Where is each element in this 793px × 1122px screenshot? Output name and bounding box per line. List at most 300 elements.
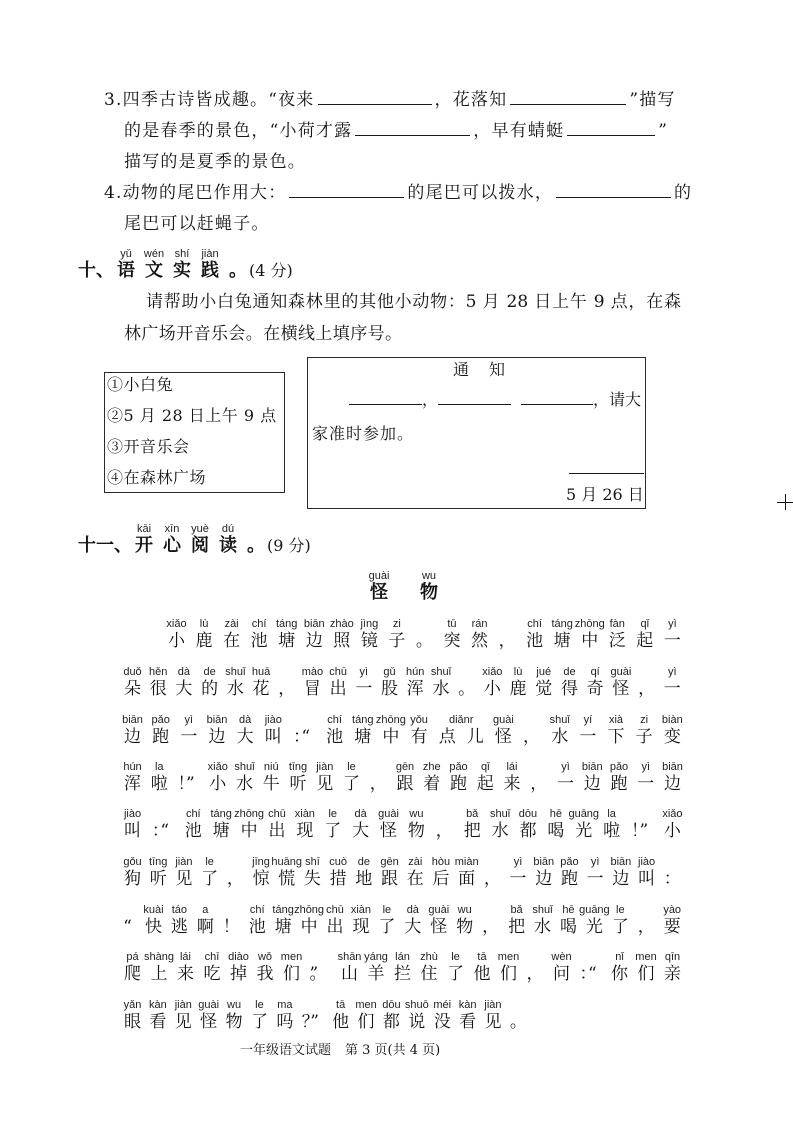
reading-punctuation <box>302 1012 324 1032</box>
pinyin: shuō <box>404 999 429 1011</box>
reading-char <box>288 761 308 794</box>
pinyin: men <box>280 951 303 963</box>
reading-char <box>607 714 625 747</box>
hanzi: 了 <box>324 821 342 841</box>
hanzi: 践 <box>201 260 219 281</box>
answer-blank <box>349 391 422 405</box>
reading-char <box>251 666 271 699</box>
pinyin: gēn <box>395 761 415 773</box>
answer-blank <box>289 183 404 198</box>
hanzi: ！” <box>631 821 640 841</box>
hanzi: 啦 <box>603 821 621 841</box>
reading-char <box>636 618 654 651</box>
reading-char <box>635 714 653 747</box>
pinyin: xiǎo <box>166 618 187 630</box>
reading-title <box>368 570 470 603</box>
hanzi: ， <box>435 821 453 841</box>
hanzi: 怪 <box>200 1012 218 1032</box>
options-list <box>107 369 284 493</box>
reading-char <box>149 999 167 1032</box>
hanzi: 冒 <box>303 679 321 699</box>
hanzi: 眼 <box>124 1012 141 1032</box>
hanzi: 花 <box>252 679 270 699</box>
reading-char <box>574 618 605 651</box>
hanzi: 池 <box>248 917 266 937</box>
reading-line <box>123 808 683 841</box>
pinyin: jiàn <box>175 856 193 868</box>
pinyin: men <box>355 999 377 1011</box>
reading-char <box>458 999 477 1032</box>
reading-char <box>381 666 399 699</box>
section-10-heading <box>78 248 293 281</box>
reading-char <box>250 618 268 651</box>
reading-char <box>124 951 141 984</box>
hanzi: 阅 <box>191 535 209 556</box>
option-item: ②5 月 28 日上午 9 点 <box>107 406 277 425</box>
reading-char <box>184 808 202 841</box>
reading-char <box>586 666 604 699</box>
pinyin: dà <box>354 808 367 820</box>
question-3-text: ”描写 <box>629 90 676 110</box>
pinyin: de <box>357 856 370 868</box>
hanzi: 亲 <box>664 964 681 984</box>
hanzi: 吗 <box>276 1012 294 1032</box>
reading-char <box>547 808 565 841</box>
heading-char <box>201 248 219 281</box>
heading-char <box>117 248 135 281</box>
pinyin: biān <box>206 714 228 726</box>
hanzi: 跟 <box>381 869 399 889</box>
hanzi: 边 <box>208 727 226 747</box>
pinyin: la <box>154 761 164 773</box>
heading-char <box>163 523 181 556</box>
hanzi: 起 <box>636 631 654 651</box>
reading-char <box>177 951 194 984</box>
pinyin: pǎo <box>449 761 468 773</box>
reading-char <box>262 761 280 794</box>
pinyin: la <box>607 808 616 820</box>
pinyin: guài <box>378 808 399 820</box>
pinyin: wu <box>457 904 472 916</box>
hanzi: 鹿 <box>195 631 213 651</box>
pinyin: kāi <box>136 523 152 535</box>
pinyin: fàn <box>609 618 625 630</box>
reading-char <box>395 761 415 794</box>
hanzi: 水 <box>551 727 569 747</box>
hanzi: ：“ <box>579 964 589 984</box>
reading-punctuation <box>523 727 540 747</box>
reading-char <box>608 618 626 651</box>
reading-char <box>225 999 243 1032</box>
pinyin: biān <box>581 761 603 773</box>
reading-char <box>271 856 303 889</box>
reading-char <box>428 904 450 937</box>
hanzi: 要 <box>663 917 681 937</box>
hanzi: ？” <box>301 1012 311 1032</box>
hanzi: 爬 <box>124 964 141 984</box>
hanzi: 点儿 <box>438 727 495 747</box>
pinyin: xiǎo <box>482 666 503 678</box>
question-3-text: ，花落知 <box>434 90 508 110</box>
hanzi: ：“ <box>292 727 302 747</box>
question-3-text: ，早有蜻蜓 <box>473 121 565 141</box>
pinyin: chí <box>249 904 265 916</box>
pinyin: guāng <box>579 904 610 916</box>
reading-char <box>509 856 527 889</box>
reading-char <box>324 808 342 841</box>
reading-char <box>123 761 142 794</box>
reading-char <box>471 618 489 651</box>
question-3-line-2 <box>124 120 668 142</box>
hanzi: 子 <box>635 727 653 747</box>
reading-char <box>248 904 266 937</box>
reading-line <box>166 618 681 651</box>
hanzi: 心 <box>163 535 181 556</box>
reading-char <box>166 618 187 651</box>
hanzi: ， <box>498 631 516 651</box>
pinyin: mào <box>301 666 324 678</box>
reading-char <box>535 666 553 699</box>
pinyin: táng <box>551 618 573 630</box>
reading-char <box>492 714 514 747</box>
hanzi: 镜 <box>360 631 378 651</box>
reading-char <box>497 951 520 984</box>
hanzi: 措 <box>329 869 347 889</box>
hanzi: 看 <box>149 1012 167 1032</box>
pinyin: hún <box>406 666 425 678</box>
reading-char <box>352 808 370 841</box>
reading-char <box>375 714 406 747</box>
pinyin: le <box>616 904 625 916</box>
hanzi: 说 <box>408 1012 426 1032</box>
pinyin: yǒu <box>410 714 428 726</box>
question-4-line-2 <box>124 213 270 235</box>
section-score: (9 分) <box>267 536 311 555</box>
reading-char <box>560 856 579 889</box>
reading-char <box>175 856 193 889</box>
hanzi: ， <box>638 679 656 699</box>
hanzi: 们 <box>357 1012 375 1032</box>
hanzi: 的 <box>201 679 219 699</box>
hanzi: 了 <box>378 917 396 937</box>
pinyin: lù <box>199 618 209 630</box>
pinyin: le <box>451 951 460 963</box>
hanzi: 一 <box>180 727 198 747</box>
pinyin: kuài <box>143 904 164 916</box>
notice-box <box>307 357 646 509</box>
hanzi: 一 <box>663 631 681 651</box>
pinyin: táng <box>272 904 294 916</box>
hanzi: 一 <box>557 774 574 794</box>
reading-char <box>326 714 344 747</box>
reading-punctuation <box>482 917 499 937</box>
reading-char <box>337 951 362 984</box>
reading-char <box>394 951 411 984</box>
question-3-text: 描写的是夏季的景色。 <box>124 152 306 172</box>
reading-char <box>252 856 270 889</box>
hanzi: ， <box>482 917 500 937</box>
footer-subject: 一年级语文试题 <box>240 1043 332 1058</box>
reading-punctuation <box>510 1012 527 1032</box>
reading-char <box>144 951 174 984</box>
hanzi: 水 <box>432 679 450 699</box>
reading-char <box>225 666 246 699</box>
hanzi: 中 <box>382 727 400 747</box>
hanzi: 塘 <box>354 727 372 747</box>
pinyin: gēn <box>380 856 399 868</box>
reading-char <box>223 618 241 651</box>
pinyin: zhōng <box>234 808 265 820</box>
hanzi: 着 <box>423 774 441 794</box>
hanzi: 浑 <box>124 774 141 794</box>
pinyin: jiàn <box>201 248 219 260</box>
reading-char <box>350 904 372 937</box>
pinyin: shàng <box>144 951 174 963</box>
options-box <box>104 372 285 493</box>
reading-char <box>661 714 683 747</box>
pinyin: wén <box>143 248 165 260</box>
hanzi: 怪 <box>430 917 448 937</box>
hanzi: 塘 <box>212 821 230 841</box>
reading-char <box>301 666 324 699</box>
reading-char <box>355 999 377 1032</box>
hanzi: 们 <box>283 964 300 984</box>
pinyin: zài <box>408 856 423 868</box>
reading-char <box>560 666 578 699</box>
hanzi: 物 <box>420 582 438 603</box>
pinyin: zi <box>392 618 401 630</box>
hanzi: 大 <box>175 679 193 699</box>
hanzi: 现 <box>296 821 314 841</box>
hanzi: 出 <box>329 679 347 699</box>
reading-punctuation <box>227 869 244 889</box>
reading-char <box>316 761 334 794</box>
hanzi: 听 <box>149 869 167 889</box>
reading-char <box>180 714 198 747</box>
hanzi: 喝 <box>559 917 577 937</box>
heading-char <box>135 523 153 556</box>
pinyin: diào <box>228 951 249 963</box>
reading-char <box>170 904 188 937</box>
reading-char <box>610 666 632 699</box>
reading-punctuation <box>178 774 200 794</box>
reading-punctuation <box>484 869 501 889</box>
reading-char <box>489 808 511 841</box>
reading-char <box>303 856 321 889</box>
pinyin: zi <box>640 714 649 726</box>
hanzi: ：“ <box>151 821 161 841</box>
pinyin: xiàn <box>350 904 372 916</box>
reading-char <box>332 999 350 1032</box>
question-3-line-1 <box>104 89 676 111</box>
hanzi: 起 <box>476 774 494 794</box>
reading-char <box>611 904 629 937</box>
hanzi: 朵 <box>124 679 141 699</box>
hanzi: 把 <box>463 821 481 841</box>
reading-char <box>210 808 232 841</box>
hanzi: 跑 <box>152 727 170 747</box>
pinyin: jìng <box>360 618 379 630</box>
hanzi: 子 <box>388 631 406 651</box>
reading-punctuation <box>458 679 475 699</box>
heading-char <box>173 248 191 281</box>
pinyin: xià <box>608 714 624 726</box>
hanzi: 住 <box>420 964 438 984</box>
hanzi: 边 <box>612 869 630 889</box>
reading-punctuation <box>638 917 655 937</box>
pinyin: shuǐ <box>489 808 511 820</box>
hanzi: 叫 <box>264 727 282 747</box>
notice-title: 通知 <box>453 360 526 379</box>
pinyin: kàn <box>458 999 477 1011</box>
pinyin: hòu <box>431 856 451 868</box>
crop-mark <box>777 502 793 503</box>
pinyin: dú <box>221 523 235 535</box>
reading-char <box>149 856 168 889</box>
reading-char <box>360 618 379 651</box>
reading-char <box>449 761 468 794</box>
hanzi: 光 <box>575 821 593 841</box>
reading-char <box>663 618 681 651</box>
pinyin: zhù <box>420 951 438 963</box>
pinyin: rán <box>471 618 488 630</box>
reading-char <box>456 904 474 937</box>
reading-char <box>509 666 527 699</box>
answer-blank <box>567 121 655 136</box>
reading-char <box>503 761 521 794</box>
reading-punctuation <box>223 917 240 937</box>
answer-blank <box>521 391 593 405</box>
reading-line <box>123 761 683 794</box>
pinyin: diǎnr <box>448 714 474 726</box>
section-score: (4 分) <box>249 261 293 280</box>
reading-char <box>272 904 294 937</box>
reading-char <box>303 618 325 651</box>
reading-char <box>433 999 452 1032</box>
hanzi: 他 <box>473 964 491 984</box>
signature-blank <box>569 473 644 474</box>
pinyin: bǎ <box>466 808 479 820</box>
hanzi: 都 <box>382 1012 400 1032</box>
pinyin: wǒ <box>257 951 273 963</box>
hanzi: 惊 <box>252 869 270 889</box>
option-item: ①小白兔 <box>107 375 174 394</box>
reading-char <box>201 666 219 699</box>
reading-char <box>256 951 274 984</box>
reading-char <box>207 761 228 794</box>
reading-char <box>236 714 254 747</box>
reading-char <box>264 714 282 747</box>
pinyin: chī <box>204 951 220 963</box>
reading-char <box>603 808 621 841</box>
hanzi: 出 <box>326 917 344 937</box>
pinyin: men <box>635 951 657 963</box>
hanzi: 慌 <box>278 869 296 889</box>
hanzi: 照 <box>333 631 351 651</box>
pinyin: táng <box>275 618 298 630</box>
reading-char <box>378 904 396 937</box>
pinyin: qīn <box>664 951 681 963</box>
reading-char <box>447 951 464 984</box>
pinyin: zài <box>224 618 239 630</box>
hanzi: 他 <box>332 1012 350 1032</box>
question-3-text: ” <box>658 121 669 141</box>
hanzi: 没 <box>433 1012 451 1032</box>
reading-char <box>568 808 600 841</box>
reading-char <box>663 666 681 699</box>
page-footer <box>240 1042 440 1060</box>
reading-char <box>518 808 538 841</box>
hanzi: 。 <box>458 679 476 699</box>
pinyin: dà <box>406 904 419 916</box>
question-4-line-1 <box>104 182 692 204</box>
reading-char <box>276 999 294 1032</box>
pinyin: yì <box>561 761 570 773</box>
hanzi: 来 <box>177 964 194 984</box>
pinyin: zhe <box>422 761 441 773</box>
reading-char <box>275 618 298 651</box>
pinyin: chū <box>329 666 347 678</box>
title-char <box>368 570 390 603</box>
pinyin: wu <box>409 808 424 820</box>
hanzi: 怪 <box>494 727 512 747</box>
pinyin: chí <box>327 714 342 726</box>
pinyin: tīng <box>149 856 168 868</box>
reading-char <box>123 999 142 1032</box>
pinyin: dà <box>177 666 191 678</box>
hanzi: 然 <box>471 631 489 651</box>
pinyin: qǐ <box>640 618 650 630</box>
reading-char <box>406 666 425 699</box>
pinyin: shuǐ <box>225 666 246 678</box>
reading-char <box>662 808 683 841</box>
reading-char <box>586 856 604 889</box>
hanzi: 。” <box>309 964 310 984</box>
hanzi: 一 <box>355 679 373 699</box>
reading-char <box>198 999 220 1032</box>
reading-punctuation <box>436 821 453 841</box>
reading-line <box>124 951 681 984</box>
answer-blank <box>318 90 432 105</box>
hanzi: 叫 <box>638 869 656 889</box>
reading-char <box>438 714 495 747</box>
answer-blank <box>438 391 511 405</box>
reading-char <box>549 714 570 747</box>
hanzi: ， <box>526 964 544 984</box>
reading-char <box>430 666 452 699</box>
reading-char <box>355 856 373 889</box>
pinyin: de <box>203 666 216 678</box>
hanzi: 奇 <box>586 679 604 699</box>
pinyin: yuè <box>191 523 209 535</box>
pinyin: pá <box>126 951 139 963</box>
pinyin: yǎn <box>123 999 142 1011</box>
hanzi: 塘 <box>278 631 296 651</box>
pinyin: men <box>497 951 520 963</box>
pinyin: qǐ <box>480 761 490 773</box>
pinyin: pǎo <box>560 856 579 868</box>
hanzi: 鹿 <box>509 679 527 699</box>
answer-blank <box>510 90 626 105</box>
hanzi: ！” <box>177 774 187 794</box>
pinyin: shí <box>174 248 190 260</box>
reading-char <box>406 856 424 889</box>
hanzi: 怪 <box>370 582 388 603</box>
heading-char <box>143 248 165 281</box>
hanzi: 一 <box>579 727 597 747</box>
pinyin: hěn <box>149 666 168 678</box>
pinyin: biàn <box>661 714 683 726</box>
